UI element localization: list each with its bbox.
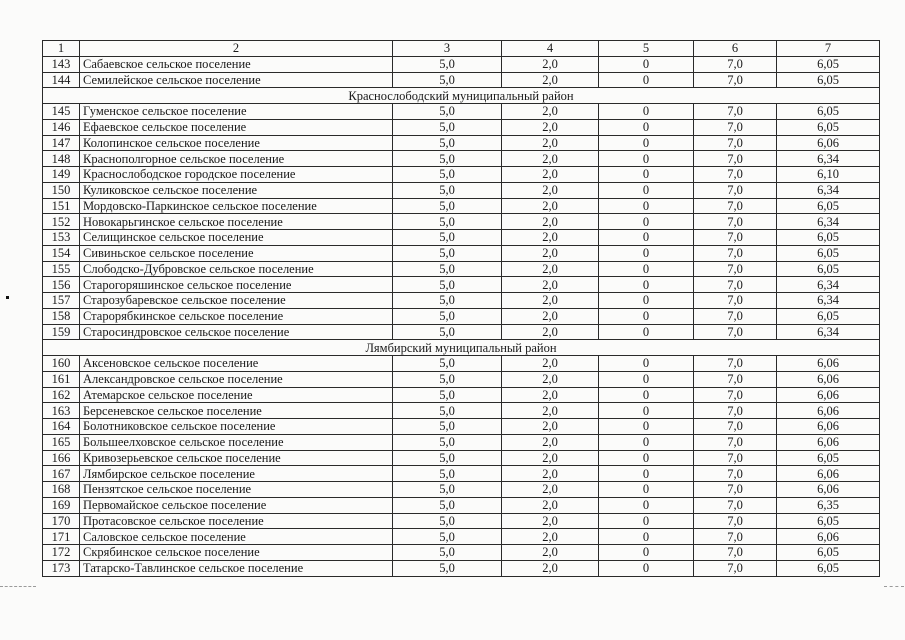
value-col-3: 5,0	[393, 545, 502, 561]
settlement-name: Татарско-Тавлинское сельское поселение	[80, 560, 393, 576]
settlement-name: Краснополгорное сельское поселение	[80, 151, 393, 167]
value-col-5: 0	[599, 214, 694, 230]
row-number: 152	[43, 214, 80, 230]
value-col-3: 5,0	[393, 135, 502, 151]
value-col-4: 2,0	[502, 324, 599, 340]
table-row	[43, 245, 880, 261]
row-number: 157	[43, 293, 80, 309]
row-number: 170	[43, 513, 80, 529]
table-row	[43, 293, 880, 309]
table-row	[43, 356, 880, 372]
row-number: 173	[43, 560, 80, 576]
row-number: 161	[43, 371, 80, 387]
value-col-4: 2,0	[502, 356, 599, 372]
settlement-name: Новокарьгинское сельское поселение	[80, 214, 393, 230]
value-col-6: 7,0	[694, 104, 777, 120]
value-col-3: 5,0	[393, 513, 502, 529]
value-col-6: 7,0	[694, 277, 777, 293]
value-col-7: 6,06	[777, 434, 880, 450]
value-col-7: 6,34	[777, 182, 880, 198]
settlement-name: Куликовское сельское поселение	[80, 182, 393, 198]
value-col-5: 0	[599, 198, 694, 214]
value-col-6: 7,0	[694, 513, 777, 529]
value-col-5: 0	[599, 387, 694, 403]
district-section-row	[43, 88, 880, 104]
value-col-3: 5,0	[393, 419, 502, 435]
value-col-3: 5,0	[393, 151, 502, 167]
value-col-5: 0	[599, 450, 694, 466]
district-title: Лямбирский муниципальный район	[43, 340, 880, 356]
settlement-name: Старогоряшинское сельское поселение	[80, 277, 393, 293]
value-col-5: 0	[599, 245, 694, 261]
value-col-7: 6,05	[777, 261, 880, 277]
value-col-3: 5,0	[393, 277, 502, 293]
value-col-7: 6,05	[777, 308, 880, 324]
value-col-5: 0	[599, 482, 694, 498]
settlement-name: Сабаевское сельское поселение	[80, 56, 393, 72]
settlement-name: Саловское сельское поселение	[80, 529, 393, 545]
value-col-4: 2,0	[502, 450, 599, 466]
value-col-3: 5,0	[393, 72, 502, 88]
row-number: 146	[43, 119, 80, 135]
value-col-4: 2,0	[502, 434, 599, 450]
value-col-7: 6,05	[777, 245, 880, 261]
value-col-4: 2,0	[502, 214, 599, 230]
value-col-5: 0	[599, 513, 694, 529]
table-row	[43, 182, 880, 198]
value-col-4: 2,0	[502, 56, 599, 72]
settlement-table	[42, 40, 880, 577]
row-number: 160	[43, 356, 80, 372]
value-col-6: 7,0	[694, 151, 777, 167]
row-number: 172	[43, 545, 80, 561]
row-number: 149	[43, 167, 80, 183]
value-col-3: 5,0	[393, 119, 502, 135]
value-col-6: 7,0	[694, 545, 777, 561]
table-row	[43, 466, 880, 482]
value-col-6: 7,0	[694, 450, 777, 466]
value-col-7: 6,35	[777, 497, 880, 513]
value-col-3: 5,0	[393, 182, 502, 198]
value-col-6: 7,0	[694, 371, 777, 387]
value-col-6: 7,0	[694, 324, 777, 340]
value-col-5: 0	[599, 230, 694, 246]
settlement-name: Старосиндровское сельское поселение	[80, 324, 393, 340]
value-col-4: 2,0	[502, 198, 599, 214]
value-col-5: 0	[599, 529, 694, 545]
value-col-4: 2,0	[502, 151, 599, 167]
row-number: 145	[43, 104, 80, 120]
row-number: 143	[43, 56, 80, 72]
value-col-6: 7,0	[694, 167, 777, 183]
value-col-6: 7,0	[694, 356, 777, 372]
value-col-5: 0	[599, 104, 694, 120]
settlement-name: Большеелховское сельское поселение	[80, 434, 393, 450]
value-col-6: 7,0	[694, 214, 777, 230]
value-col-4: 2,0	[502, 513, 599, 529]
settlement-name: Краснослободское городское поселение	[80, 167, 393, 183]
value-col-3: 5,0	[393, 466, 502, 482]
value-col-7: 6,05	[777, 72, 880, 88]
value-col-6: 7,0	[694, 497, 777, 513]
value-col-7: 6,10	[777, 167, 880, 183]
settlement-name: Александровское сельское поселение	[80, 371, 393, 387]
value-col-3: 5,0	[393, 104, 502, 120]
settlement-name: Атемарское сельское поселение	[80, 387, 393, 403]
value-col-4: 2,0	[502, 277, 599, 293]
row-number: 159	[43, 324, 80, 340]
table-row	[43, 545, 880, 561]
value-col-4: 2,0	[502, 104, 599, 120]
row-number: 163	[43, 403, 80, 419]
value-col-4: 2,0	[502, 466, 599, 482]
column-number-1: 1	[43, 41, 80, 57]
value-col-5: 0	[599, 56, 694, 72]
settlement-name: Аксеновское сельское поселение	[80, 356, 393, 372]
scan-dash-right	[884, 586, 904, 588]
value-col-6: 7,0	[694, 529, 777, 545]
value-col-5: 0	[599, 72, 694, 88]
value-col-7: 6,34	[777, 151, 880, 167]
value-col-3: 5,0	[393, 560, 502, 576]
value-col-6: 7,0	[694, 434, 777, 450]
row-number: 171	[43, 529, 80, 545]
value-col-6: 7,0	[694, 245, 777, 261]
value-col-7: 6,06	[777, 135, 880, 151]
settlement-name: Болотниковское сельское поселение	[80, 419, 393, 435]
value-col-4: 2,0	[502, 167, 599, 183]
value-col-7: 6,06	[777, 356, 880, 372]
value-col-5: 0	[599, 545, 694, 561]
value-col-6: 7,0	[694, 403, 777, 419]
value-col-7: 6,34	[777, 214, 880, 230]
row-number: 165	[43, 434, 80, 450]
value-col-4: 2,0	[502, 529, 599, 545]
value-col-6: 7,0	[694, 135, 777, 151]
row-number: 155	[43, 261, 80, 277]
row-number: 158	[43, 308, 80, 324]
column-number-7: 7	[777, 41, 880, 57]
value-col-4: 2,0	[502, 387, 599, 403]
settlement-name: Скрябинское сельское поселение	[80, 545, 393, 561]
row-number: 168	[43, 482, 80, 498]
value-col-4: 2,0	[502, 371, 599, 387]
table-row	[43, 371, 880, 387]
value-col-7: 6,05	[777, 513, 880, 529]
value-col-4: 2,0	[502, 308, 599, 324]
value-col-5: 0	[599, 151, 694, 167]
row-number: 169	[43, 497, 80, 513]
table-row	[43, 104, 880, 120]
value-col-7: 6,06	[777, 371, 880, 387]
district-section-row	[43, 340, 880, 356]
value-col-7: 6,34	[777, 324, 880, 340]
value-col-3: 5,0	[393, 434, 502, 450]
value-col-6: 7,0	[694, 182, 777, 198]
value-col-5: 0	[599, 261, 694, 277]
settlement-name: Колопинское сельское поселение	[80, 135, 393, 151]
table-row	[43, 450, 880, 466]
value-col-3: 5,0	[393, 308, 502, 324]
value-col-5: 0	[599, 182, 694, 198]
table-row	[43, 261, 880, 277]
row-number: 167	[43, 466, 80, 482]
table-row	[43, 482, 880, 498]
value-col-3: 5,0	[393, 245, 502, 261]
value-col-7: 6,05	[777, 545, 880, 561]
value-col-5: 0	[599, 560, 694, 576]
value-col-4: 2,0	[502, 560, 599, 576]
table-row	[43, 167, 880, 183]
table-row	[43, 387, 880, 403]
value-col-7: 6,05	[777, 560, 880, 576]
value-col-6: 7,0	[694, 308, 777, 324]
value-col-5: 0	[599, 497, 694, 513]
value-col-7: 6,06	[777, 529, 880, 545]
value-col-4: 2,0	[502, 497, 599, 513]
value-col-3: 5,0	[393, 261, 502, 277]
settlement-name: Лямбирское сельское поселение	[80, 466, 393, 482]
value-col-7: 6,05	[777, 450, 880, 466]
value-col-7: 6,06	[777, 419, 880, 435]
value-col-5: 0	[599, 371, 694, 387]
value-col-7: 6,05	[777, 119, 880, 135]
value-col-3: 5,0	[393, 497, 502, 513]
settlement-name: Ефаевское сельское поселение	[80, 119, 393, 135]
value-col-7: 6,05	[777, 104, 880, 120]
value-col-7: 6,34	[777, 293, 880, 309]
table-row	[43, 419, 880, 435]
settlement-name: Пензятское сельское поселение	[80, 482, 393, 498]
column-number-3: 3	[393, 41, 502, 57]
row-number: 153	[43, 230, 80, 246]
value-col-4: 2,0	[502, 230, 599, 246]
value-col-4: 2,0	[502, 135, 599, 151]
value-col-6: 7,0	[694, 482, 777, 498]
settlement-name: Сивиньское сельское поселение	[80, 245, 393, 261]
row-number: 148	[43, 151, 80, 167]
value-col-3: 5,0	[393, 56, 502, 72]
row-number: 164	[43, 419, 80, 435]
settlement-name: Кривозерьевское сельское поселение	[80, 450, 393, 466]
value-col-6: 7,0	[694, 72, 777, 88]
value-col-4: 2,0	[502, 545, 599, 561]
value-col-5: 0	[599, 308, 694, 324]
value-col-7: 6,34	[777, 277, 880, 293]
settlement-name: Мордовско-Паркинское сельское поселение	[80, 198, 393, 214]
value-col-3: 5,0	[393, 356, 502, 372]
value-col-5: 0	[599, 135, 694, 151]
value-col-5: 0	[599, 277, 694, 293]
value-col-3: 5,0	[393, 230, 502, 246]
column-number-2: 2	[80, 41, 393, 57]
value-col-6: 7,0	[694, 261, 777, 277]
value-col-4: 2,0	[502, 403, 599, 419]
value-col-5: 0	[599, 324, 694, 340]
value-col-4: 2,0	[502, 72, 599, 88]
value-col-7: 6,06	[777, 466, 880, 482]
settlement-name: Селищинское сельское поселение	[80, 230, 393, 246]
value-col-4: 2,0	[502, 261, 599, 277]
settlement-name: Первомайское сельское поселение	[80, 497, 393, 513]
value-col-5: 0	[599, 466, 694, 482]
value-col-4: 2,0	[502, 119, 599, 135]
value-col-3: 5,0	[393, 529, 502, 545]
value-col-7: 6,06	[777, 403, 880, 419]
settlement-name: Протасовское сельское поселение	[80, 513, 393, 529]
column-number-5: 5	[599, 41, 694, 57]
value-col-3: 5,0	[393, 450, 502, 466]
value-col-3: 5,0	[393, 387, 502, 403]
value-col-4: 2,0	[502, 482, 599, 498]
value-col-5: 0	[599, 293, 694, 309]
value-col-4: 2,0	[502, 293, 599, 309]
table-row	[43, 72, 880, 88]
value-col-5: 0	[599, 119, 694, 135]
settlement-name: Старорябкинское сельское поселение	[80, 308, 393, 324]
value-col-3: 5,0	[393, 403, 502, 419]
value-col-6: 7,0	[694, 387, 777, 403]
value-col-3: 5,0	[393, 167, 502, 183]
settlement-name: Слободско-Дубровское сельское поселение	[80, 261, 393, 277]
table-row	[43, 529, 880, 545]
row-number: 151	[43, 198, 80, 214]
settlement-name: Старозубаревское сельское поселение	[80, 293, 393, 309]
row-number: 150	[43, 182, 80, 198]
table-row	[43, 214, 880, 230]
value-col-6: 7,0	[694, 419, 777, 435]
value-col-4: 2,0	[502, 182, 599, 198]
value-col-7: 6,06	[777, 387, 880, 403]
row-number: 154	[43, 245, 80, 261]
scan-dash-left	[0, 586, 36, 588]
table-row	[43, 135, 880, 151]
value-col-4: 2,0	[502, 419, 599, 435]
scan-speck	[6, 296, 9, 299]
value-col-5: 0	[599, 434, 694, 450]
row-number: 147	[43, 135, 80, 151]
value-col-5: 0	[599, 403, 694, 419]
value-col-3: 5,0	[393, 482, 502, 498]
table-row	[43, 434, 880, 450]
value-col-5: 0	[599, 167, 694, 183]
table-row	[43, 560, 880, 576]
table-body	[43, 41, 880, 577]
table-row	[43, 151, 880, 167]
value-col-3: 5,0	[393, 214, 502, 230]
value-col-5: 0	[599, 419, 694, 435]
table-row	[43, 198, 880, 214]
column-number-4: 4	[502, 41, 599, 57]
row-number: 156	[43, 277, 80, 293]
district-title: Краснослободский муниципальный район	[43, 88, 880, 104]
value-col-6: 7,0	[694, 119, 777, 135]
value-col-3: 5,0	[393, 198, 502, 214]
value-col-7: 6,05	[777, 56, 880, 72]
value-col-6: 7,0	[694, 293, 777, 309]
row-number: 166	[43, 450, 80, 466]
value-col-3: 5,0	[393, 324, 502, 340]
settlement-name: Семилейское сельское поселение	[80, 72, 393, 88]
table-row	[43, 403, 880, 419]
table-row	[43, 513, 880, 529]
value-col-6: 7,0	[694, 560, 777, 576]
table-row	[43, 56, 880, 72]
value-col-6: 7,0	[694, 198, 777, 214]
value-col-7: 6,05	[777, 230, 880, 246]
value-col-3: 5,0	[393, 371, 502, 387]
value-col-6: 7,0	[694, 56, 777, 72]
settlement-name: Берсеневское сельское поселение	[80, 403, 393, 419]
table-row	[43, 119, 880, 135]
value-col-6: 7,0	[694, 230, 777, 246]
row-number: 144	[43, 72, 80, 88]
value-col-3: 5,0	[393, 293, 502, 309]
value-col-7: 6,05	[777, 198, 880, 214]
value-col-6: 7,0	[694, 466, 777, 482]
value-col-7: 6,06	[777, 482, 880, 498]
row-number: 162	[43, 387, 80, 403]
settlement-name: Гуменское сельское поселение	[80, 104, 393, 120]
column-number-6: 6	[694, 41, 777, 57]
table-row	[43, 324, 880, 340]
table-row	[43, 308, 880, 324]
value-col-4: 2,0	[502, 245, 599, 261]
table-row	[43, 230, 880, 246]
value-col-5: 0	[599, 356, 694, 372]
table-row	[43, 497, 880, 513]
column-number-row	[43, 41, 880, 57]
table-row	[43, 277, 880, 293]
